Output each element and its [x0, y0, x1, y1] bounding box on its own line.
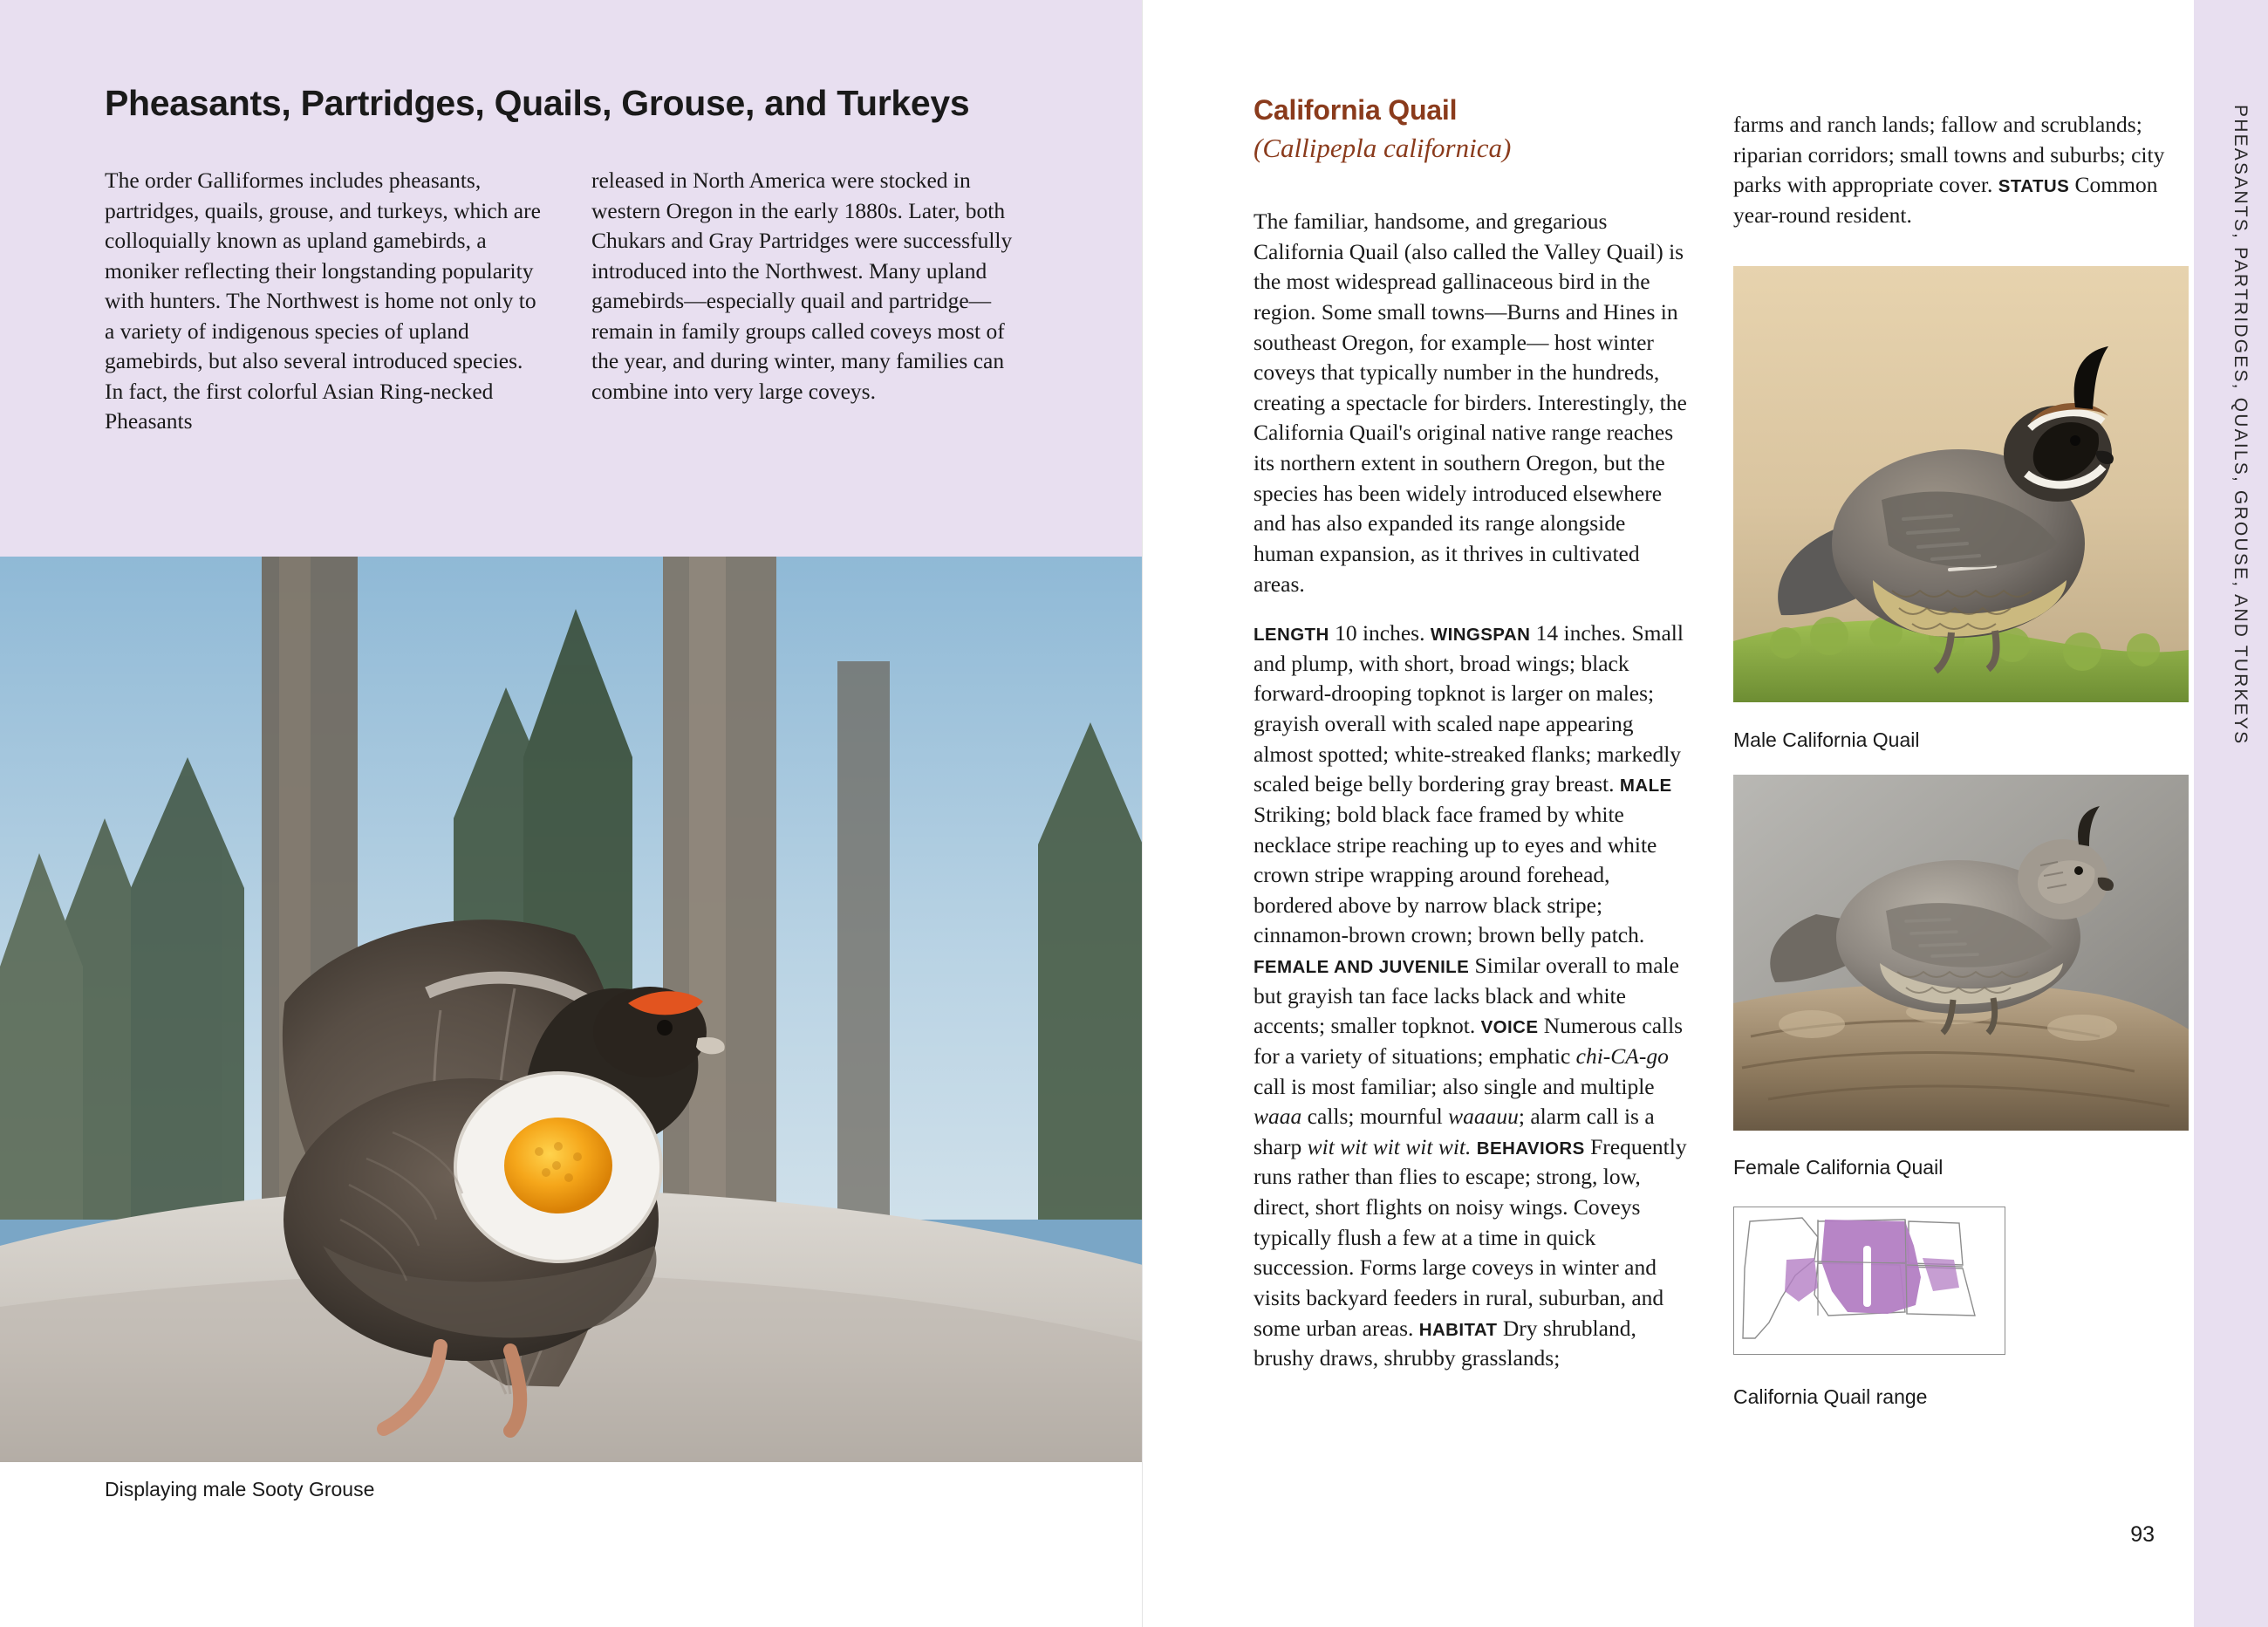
species-details-paragraph [1254, 619, 1690, 1374]
female-california-quail-photo [1733, 775, 2189, 1131]
female-text: Similar overall to male but grayish tan face lacks black and white accents; smaller topknot. [1254, 953, 1679, 1039]
voice-italic-a: chi-CA-go [1575, 1043, 1669, 1069]
male-text: Striking; bold black face framed by white necklace stripe reaching up to eyes and white crown stripe wrapping around forehead, bordered above by narrow black stripe; cinnamon-brown crown; brown belly patch. [1254, 801, 1657, 948]
habitat-label: HABITAT [1418, 1319, 1498, 1340]
status-text: Common year-round resident. [1733, 172, 2158, 228]
voice-text-a: Numerous calls for a variety of situations; emphatic [1254, 1013, 1684, 1069]
species-text-column [1254, 207, 1690, 1374]
voice-text-d: ; alarm call is a sharp [1254, 1104, 1655, 1159]
male-quail-illustration [1733, 266, 2189, 702]
scientific-name-italic: (Callipepla californica) [1254, 133, 1512, 163]
habitat-text-start: Dry shrubland, brushy draws, shrubby grasslands; [1254, 1315, 1636, 1371]
species-common-name: California Quail [1254, 94, 1458, 126]
female-label: FEMALE AND JUVENILE [1254, 957, 1470, 977]
caption-female-quail: Female California Quail [1733, 1156, 1944, 1179]
length-label: LENGTH [1254, 625, 1329, 646]
voice-italic-c: waaauu [1448, 1104, 1519, 1130]
species-text-continuation [1733, 110, 2187, 231]
page-title: Pheasants, Partridges, Quails, Grouse, and Turkeys [105, 83, 970, 123]
length-value: 10 inches. [1335, 620, 1425, 646]
page-number: 93 [2130, 1522, 2155, 1547]
species-intro-paragraph: The familiar, handsome, and gregarious California Quail (also called the Valley Quail) is the most widespread gallinaceous bird in the region. Some small towns—Burns and Hines in southeast Oregon, for example— host winter coveys that typically number in the hundreds, creating a spectacle for birders. Interestingly, the California Quail's original native range reaches its northern extent in southern Oregon, but the species has been widely introduced elsewhere and has also expanded its range alongside human expansion, as it thrives in cultivated areas. [1254, 209, 1687, 597]
behaviors-label: BEHAVIORS [1476, 1138, 1585, 1159]
paragraph-spacer [1254, 599, 1690, 619]
habitat-text-end: farms and ranch lands; fallow and scrublands; riparian corridors; small towns and suburbs; city parks with appropriate cover. [1733, 112, 2165, 198]
habitat-continuation [1733, 110, 2187, 231]
california-quail-range-map [1733, 1207, 2005, 1355]
voice-text-c: calls; mournful [1301, 1104, 1449, 1130]
wingspan-value: 14 inches. [1535, 620, 1627, 646]
range-map-illustration [1734, 1207, 2005, 1354]
voice-italic-d: wit wit wit wit wit. [1307, 1133, 1472, 1159]
intro-column-2: released in North America were stocked in western Oregon in the early 1880s. Later, both Chukars and Gray Partridges were successfully introduced into the Northwest. Many upland gamebirds—especially quail and partridge—remain in family groups called coveys most of the year, and during winter, many families can combine into very large coveys. [591, 167, 1013, 404]
male-california-quail-photo [1733, 266, 2189, 702]
female-quail-illustration [1733, 775, 2189, 1131]
edge-tab-label: PHEASANTS, PARTRIDGES, QUAILS, GROUSE, AND TURKEYS [2230, 105, 2251, 746]
voice-italic-b: waaa [1254, 1104, 1302, 1130]
sooty-grouse-photo [0, 557, 1143, 1462]
sooty-grouse-illustration [0, 557, 1143, 1462]
species-description: Small and plump, with short, broad wings; black forward-drooping topknot is larger on males; grayish overall with scaled nape appearing almost spotted; white-streaked flanks; markedly scaled beige belly bordering gray breast. [1254, 620, 1684, 797]
behaviors-text: Frequently runs rather than flies to escape; strong, low, direct, short flights on noisy wings. Coveys typically flush a few at a time in quick succession. Forms large coveys in winter and visits backyard feeders in rural, suburban, and some urban areas. [1254, 1133, 1687, 1341]
caption-sooty-grouse: Displaying male Sooty Grouse [105, 1478, 375, 1501]
caption-male-quail: Male California Quail [1733, 728, 1920, 751]
wingspan-label: WINGSPAN [1430, 625, 1531, 646]
status-label: STATUS [1998, 176, 2070, 197]
voice-label: VOICE [1480, 1017, 1539, 1038]
intro-column-1: The order Galliformes includes pheasants, partridges, quails, grouse, and turkeys, which are colloquially known as upland gamebirds, a moniker reflecting their longstanding popularity with hunters. The Northwest is home not only to a variety of indigenous species of upland gamebirds, but also several introduced species. In fact, the first colorful Asian Ring-necked Pheasants [105, 167, 541, 434]
caption-range-map: California Quail range [1733, 1385, 1928, 1408]
male-label: MALE [1619, 776, 1672, 796]
species-scientific-name [1254, 133, 1511, 164]
intro-columns [105, 166, 1055, 437]
voice-text-b: call is most familiar; also single and multiple [1254, 1073, 1655, 1099]
